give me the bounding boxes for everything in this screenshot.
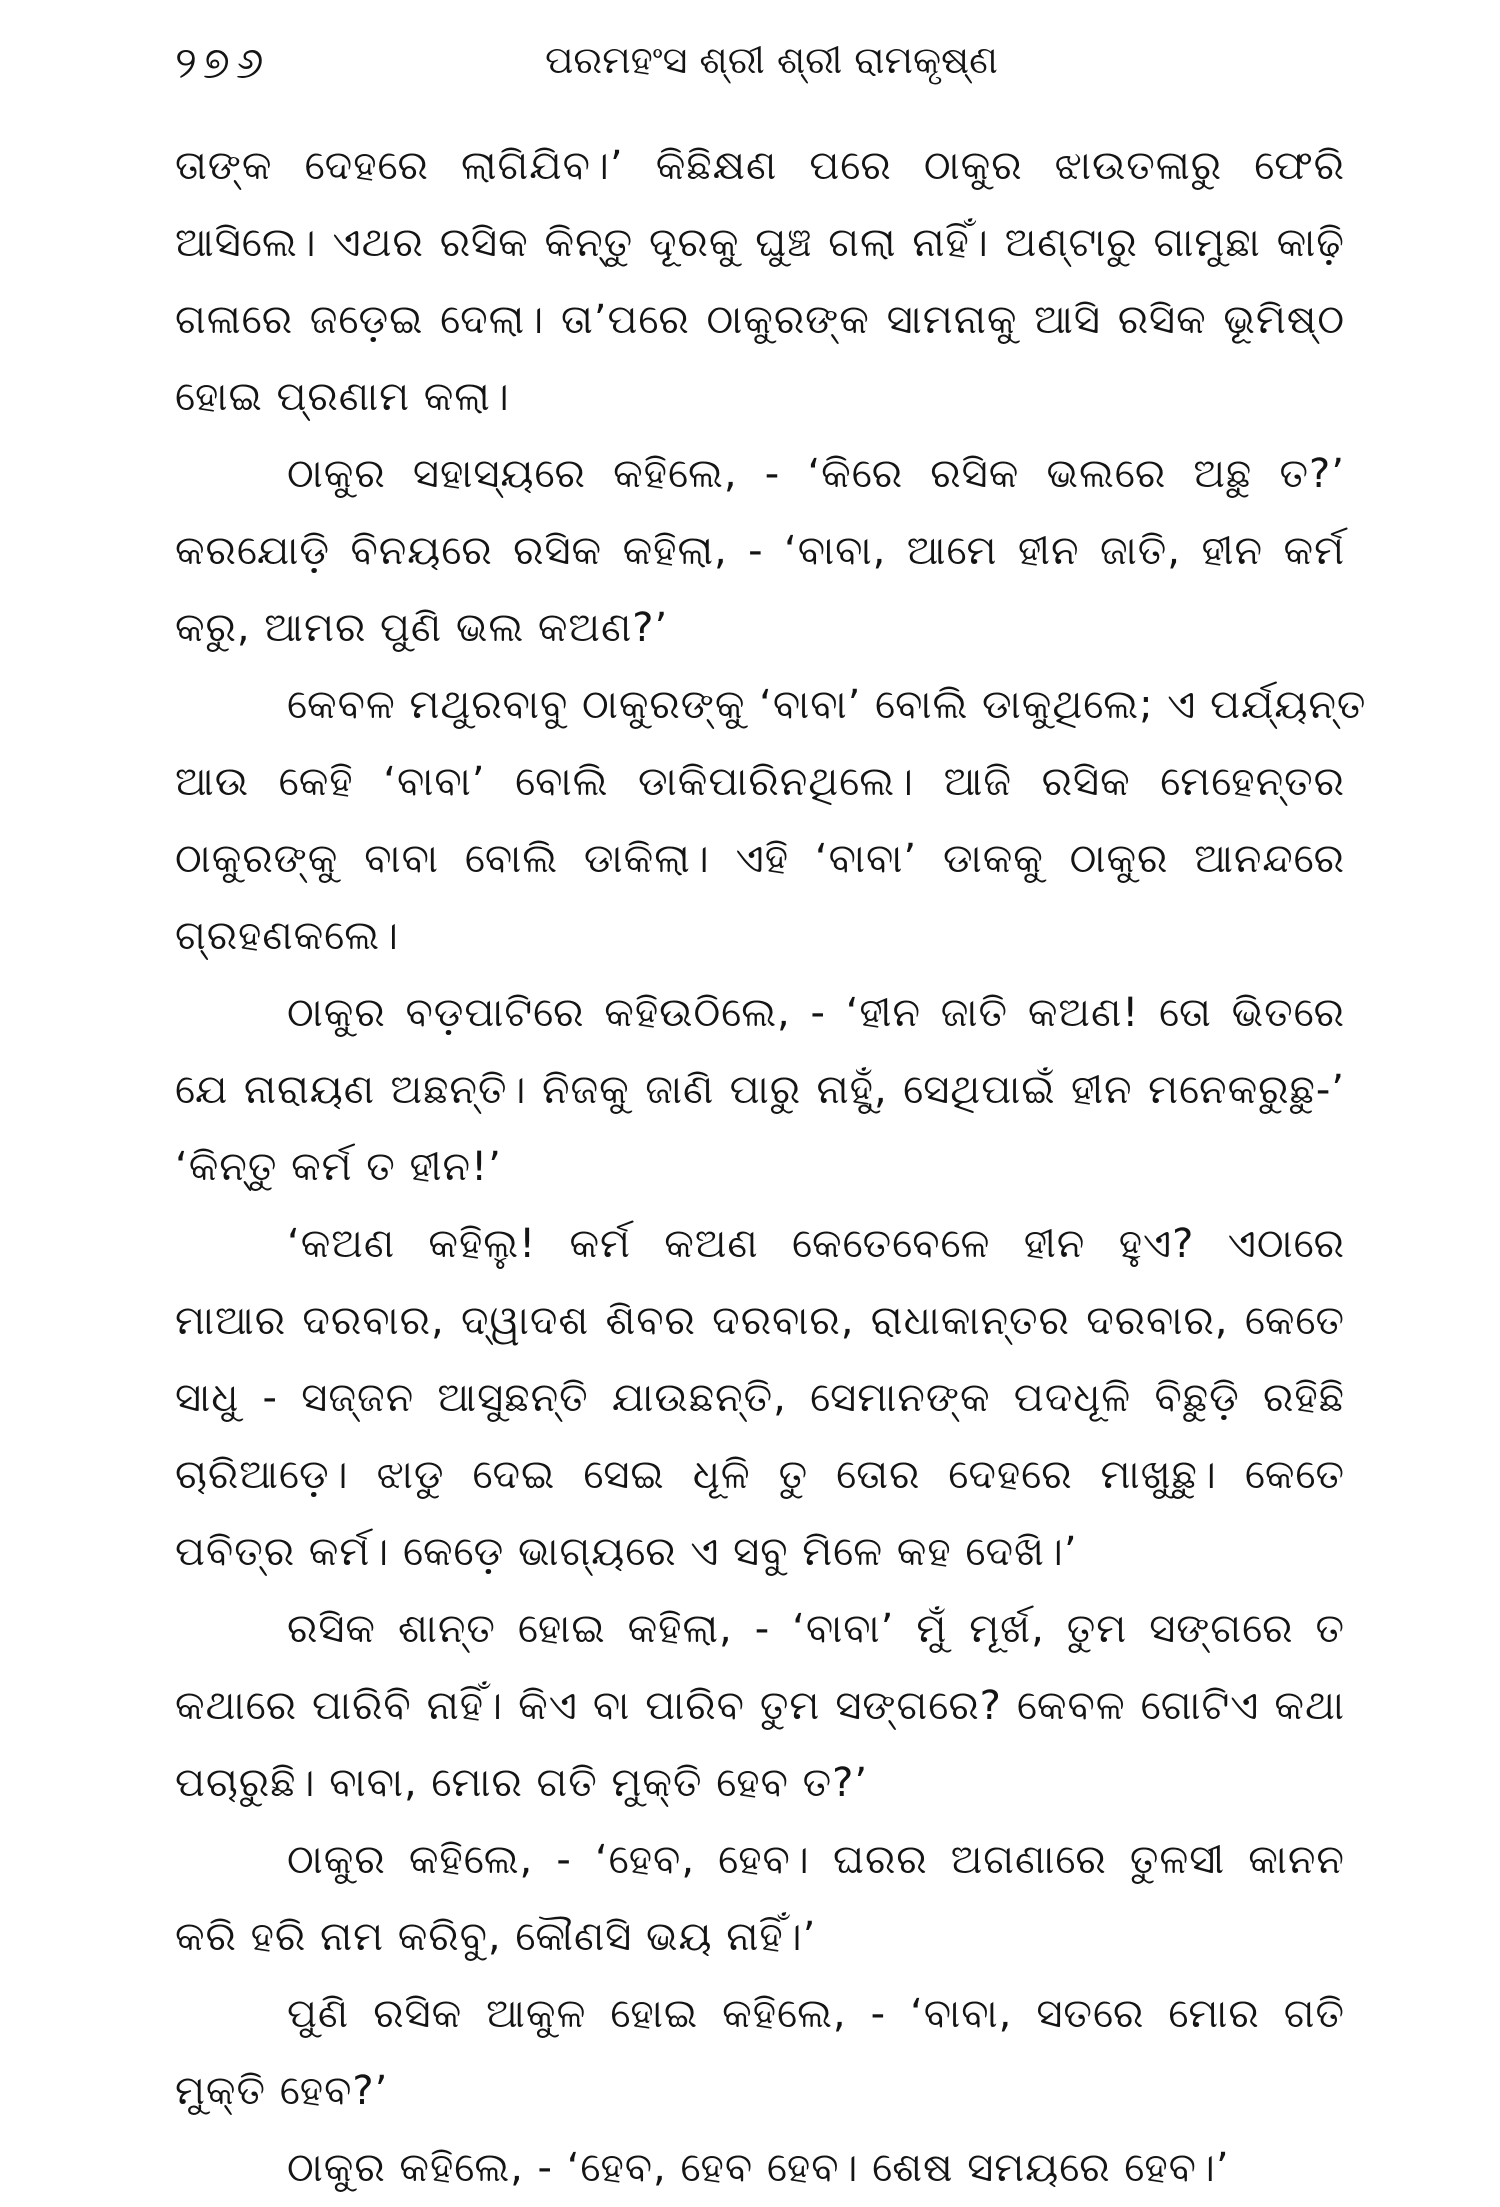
text-line: ଗଳାରେ ଜଡ଼େଇ ଦେଲା। ତା’ପରେ ଠାକୁରଙ୍କ ସାମନାକୁ ଆସି ରସିକ ଭୂମିଷ୍ଠ bbox=[175, 297, 1345, 343]
text-line: ଠାକୁର କହିଲେ, - ‘ହେବ, ହେବ ହେବ। ଶେଷ ସମୟରେ ହେବ।’ bbox=[287, 2145, 1230, 2191]
text-line: ପଚାରୁଛି। ବାବା, ମୋର ଗତି ମୁକ୍ତି ହେବ ତ?’ bbox=[175, 1760, 869, 1806]
page-header bbox=[165, 30, 1345, 110]
text-line: ହୋଇ ପ୍ରଣାମ କଲା। bbox=[175, 374, 510, 420]
text-line: କରୁ, ଆମର ପୁଣି ଭଲ କଅଣ?’ bbox=[175, 605, 669, 651]
text-line: କରଯୋଡ଼ି ବିନୟରେ ରସିକ କହିଲା, - ‘ବାବା, ଆମେ ହୀନ ଜାତି, ହୀନ କର୍ମ bbox=[175, 528, 1345, 574]
text-line: ‘କଅଣ କହିଲୁ! କର୍ମ କଅଣ କେତେବେଳେ ହୀନ ହୁଏ? ଏଠାରେ bbox=[287, 1221, 1345, 1267]
text-line: ଠାକୁର କହିଲେ, - ‘ହେବ, ହେବ। ଘରର ଅଗଣାରେ ତୁଳସୀ କାନନ bbox=[287, 1837, 1345, 1883]
text-line: ପବିତ୍ର କର୍ମ। କେଡ଼େ ଭାଗ୍ୟରେ ଏ ସବୁ ମିଳେ କହ ଦେଖି।’ bbox=[175, 1529, 1078, 1575]
text-line: ଠାକୁର ବଡ଼ପାଟିରେ କହିଉଠିଲେ, - ‘ହୀନ ଜାତି କଅଣ! ତୋ ଭିତରେ bbox=[287, 990, 1345, 1036]
text-line: ଆସିଲେ। ଏଥର ରସିକ କିନ୍ତୁ ଦୂରକୁ ଘୁଞ୍ଚ ଗଲା ନାହିଁ। ଅଣ୍ଟାରୁ ଗାମୁଛା କାଢ଼ି bbox=[175, 220, 1345, 266]
text-line: ମାଆର ଦରବାର, ଦ୍ୱାଦଶ ଶିବର ଦରବାର, ରାଧାକାନ୍ତର ଦରବାର, କେତେ bbox=[175, 1298, 1345, 1344]
text-line: ‘କିନ୍ତୁ କର୍ମ ତ ହୀନ!’ bbox=[175, 1144, 502, 1190]
text-line: ଆଉ କେହି ‘ବାବା’ ବୋଲି ଡାକିପାରିନଥିଲେ। ଆଜି ରସିକ ମେହେନ୍ତର bbox=[175, 759, 1345, 805]
text-line: କଥାରେ ପାରିବି ନାହିଁ। କିଏ ବା ପାରିବ ତୁମ ସଙ୍ଗରେ? କେବଳ ଗୋଟିଏ କଥା bbox=[175, 1683, 1345, 1729]
text-line: ଚାରିଆଡ଼େ। ଝାଡୁ ଦେଇ ସେଇ ଧୂଳି ତୁ ତୋର ଦେହରେ ମାଖୁଛୁ। କେତେ bbox=[175, 1452, 1345, 1498]
text-line: ସାଧୁ - ସଜ୍ଜନ ଆସୁଛନ୍ତି ଯାଉଛନ୍ତି, ସେମାନଙ୍କ ପଦଧୂଳି ବିଛୁଡ଼ି ରହିଛି bbox=[175, 1375, 1345, 1421]
text-line: ଯେ ନାରାୟଣ ଅଛନ୍ତି। ନିଜକୁ ଜାଣି ପାରୁ ନାହୁଁ, ସେଥିପାଇଁ ହୀନ ମନେକରୁଛୁ-’ bbox=[175, 1067, 1345, 1113]
body-text bbox=[175, 128, 1367, 2207]
text-line: ଠାକୁରଙ୍କୁ ବାବା ବୋଲି ଡାକିଲା। ଏହି ‘ବାବା’ ଡାକକୁ ଠାକୁର ଆନନ୍ଦରେ bbox=[175, 836, 1345, 882]
running-title: ପରମହଂସ ଶ୍ରୀ ଶ୍ରୀ ରାମକୃଷ୍ଣ bbox=[545, 38, 998, 82]
text-line: ମୁକ୍ତି ହେବ?’ bbox=[175, 2068, 389, 2114]
text-line: ରସିକ ଶାନ୍ତ ହୋଇ କହିଲା, - ‘ବାବା’ ମୁଁ ମୂର୍ଖ, ତୁମ ସଙ୍ଗରେ ତ bbox=[287, 1606, 1345, 1652]
text-line: କରି ହରି ନାମ କରିବୁ, କୌଣସି ଭୟ ନାହିଁ।’ bbox=[175, 1914, 817, 1960]
text-line: ତାଙ୍କ ଦେହରେ ଲାଗିଯିବ।’ କିଛିକ୍ଷଣ ପରେ ଠାକୁର ଝାଉତଳାରୁ ଫେରି bbox=[175, 143, 1345, 189]
text-line: କେବଳ ମଥୁରବାବୁ ଠାକୁରଙ୍କୁ ‘ବାବା’ ବୋଲି ଡାକୁଥିଲେ; ଏ ପର୍ଯ୍ୟନ୍ତ bbox=[287, 682, 1367, 728]
page-number: ୨୭୬ bbox=[175, 38, 270, 89]
text-line: ଠାକୁର ସହାସ୍ୟରେ କହିଲେ, - ‘କିରେ ରସିକ ଭଲରେ ଅଛୁ ତ?’ bbox=[287, 451, 1345, 497]
text-line: ଗ୍ରହଣକଲେ। bbox=[175, 913, 399, 959]
text-line: ପୁଣି ରସିକ ଆକୁଳ ହୋଇ କହିଲେ, - ‘ବାବା, ସତରେ ମୋର ଗତି bbox=[287, 1991, 1345, 2037]
